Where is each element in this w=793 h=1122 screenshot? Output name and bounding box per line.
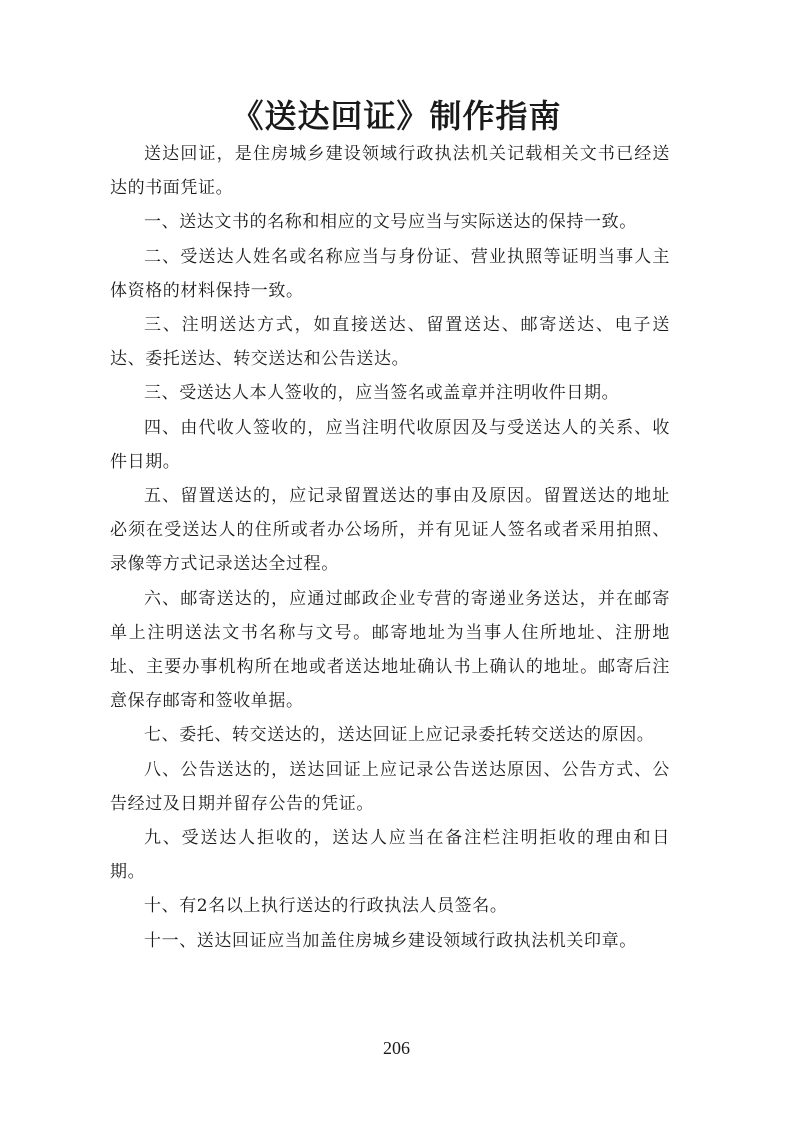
- paragraph-item-4: 四、由代收人签收的，应当注明代收原因及与受送达人的关系、收件日期。: [110, 417, 670, 472]
- paragraph-item-9: 九、受送达人拒收的，送达人应当在备注栏注明拒收的理由和日期。: [110, 828, 670, 883]
- paragraph-item-3: 三、注明送达方式，如直接送达、留置送达、邮寄送达、电子送达、委托送达、转交送达和公告送达。: [110, 315, 670, 370]
- paragraph-item-11: 十一、送达回证应当加盖住房城乡建设领域行政执法机关印章。: [144, 930, 637, 951]
- paragraph-item-3b: 三、受送达人本人签收的，应当签名或盖章并注明收件日期。: [144, 383, 620, 404]
- document-title: 《送达回证》制作指南: [231, 97, 562, 135]
- paragraph-item-2: 二、受送达人姓名或名称应当与身份证、营业执照等证明当事人主体资格的材料保持一致。: [110, 246, 670, 301]
- paragraph-item-1: 一、送达文书的名称和相应的文号应当与实际送达的保持一致。: [144, 212, 637, 233]
- paragraph-item-8: 八、公告送达的，送达回证上应记录公告送达原因、公告方式、公告经过及日期并留存公告的凭证。: [110, 759, 670, 814]
- document-body: [110, 137, 670, 958]
- paragraph-intro: 送达回证，是住房城乡建设领域行政执法机关记载相关文书已经送达的书面凭证。: [110, 144, 670, 199]
- paragraph-item-10: 十、有2名以上执行送达的行政执法人员签名。: [144, 896, 508, 917]
- paragraph-item-5: 五、留置送达的，应记录留置送达的事由及原因。留置送达的地址必须在受送达人的住所或者办公场所，并有见证人签名或者采用拍照、录像等方式记录送达全过程。: [110, 486, 670, 575]
- page-number: 206: [383, 1038, 410, 1058]
- paragraph-item-6: 六、邮寄送达的，应通过邮政企业专营的寄递业务送达，并在邮寄单上注明送法文书名称与文号。邮寄地址为当事人住所地址、注册地址、主要办事机构所在地或者送达地址确认书上确认的地址。邮寄后注意保存邮寄和签收单据。: [110, 588, 670, 712]
- paragraph-item-7: 七、委托、转交送达的，送达回证上应记录委托转交送达的原因。: [144, 725, 655, 746]
